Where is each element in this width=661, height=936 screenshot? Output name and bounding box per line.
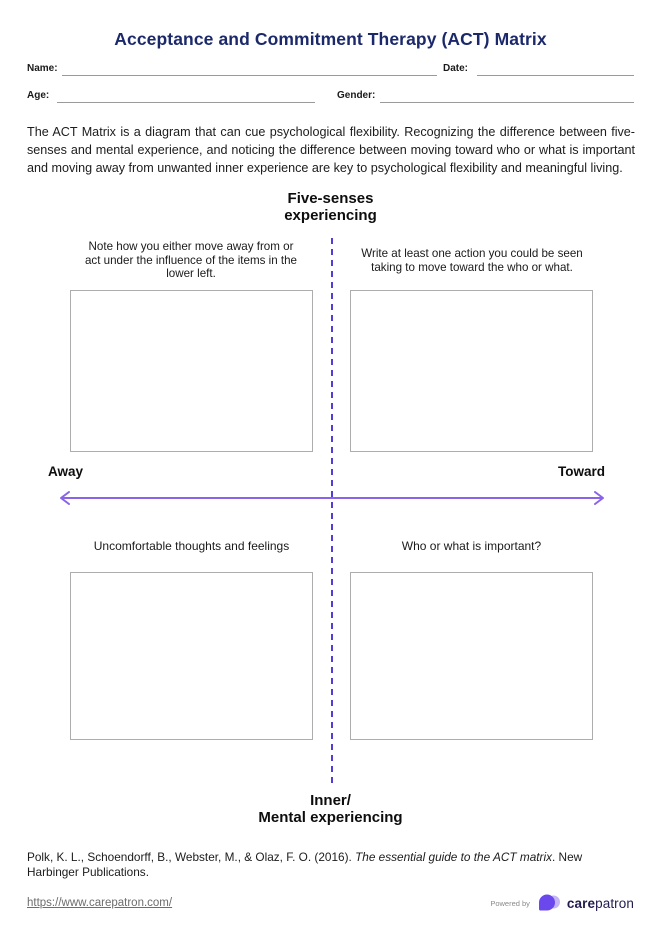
gender-field[interactable] [380, 89, 634, 103]
carepatron-link[interactable]: https://www.carepatron.com/ [27, 897, 173, 909]
upper-right-prompt-line2: taking to move toward the who or what. [371, 260, 573, 274]
away-label: Away [48, 464, 84, 479]
age-label: Age: [27, 90, 50, 101]
age-field[interactable] [57, 89, 315, 103]
carepatron-wordmark-light: patron [595, 896, 634, 911]
inner-mental-heading-line1: Inner/ [310, 792, 351, 809]
upper-right-response-box[interactable] [350, 290, 593, 452]
inner-mental-heading-line2: Mental experiencing [258, 808, 403, 826]
reference-italic-title: The essential guide to the ACT matrix [355, 850, 552, 864]
reference-before-italic: Polk, K. L., Schoendorff, B., Webster, M., & Olaz, F. O. (2016). [27, 850, 356, 864]
reference-after-italic: . New Harbinger Publications. [27, 850, 583, 879]
carepatron-logo-icon [537, 893, 562, 914]
inner-mental-heading [0, 793, 661, 826]
vertical-axis-dashed-line [331, 238, 333, 786]
name-label: Name: [27, 63, 58, 74]
powered-by-label: Powered by [490, 899, 530, 908]
gender-label: Gender: [337, 90, 376, 101]
name-field[interactable] [62, 62, 437, 76]
toward-label: Toward [558, 464, 605, 479]
reference-citation [27, 850, 635, 880]
intro-paragraph: The ACT Matrix is a diagram that can cue psychological flexibility. Recognizing the difference between five-senses and mental experience, and noticing the difference between moving toward who or what is important and moving away from unwanted inner experience are key to psychological flexibility and meaningful living. [27, 125, 635, 175]
five-senses-heading [0, 191, 661, 224]
five-senses-heading-line1: Five-senses [287, 190, 374, 207]
lower-right-prompt: Who or what is important? [401, 539, 542, 553]
upper-right-prompt [342, 247, 602, 274]
upper-left-prompt [61, 240, 321, 281]
five-senses-heading-line2: experiencing [284, 206, 377, 224]
horizontal-axis-arrow [52, 490, 612, 506]
upper-left-prompt-line2: act under the influence of the items in the [84, 253, 298, 267]
upper-left-prompt-line3: lower left. [166, 267, 216, 280]
lower-right-response-box[interactable] [350, 572, 593, 740]
carepatron-wordmark [567, 896, 634, 911]
page-title: Acceptance and Commitment Therapy (ACT) Matrix [114, 29, 547, 49]
date-field[interactable] [477, 62, 634, 76]
carepatron-wordmark-bold: care [566, 896, 596, 911]
powered-by-brand [490, 893, 634, 914]
upper-left-response-box[interactable] [70, 290, 313, 452]
date-label: Date: [443, 63, 469, 74]
lower-left-response-box[interactable] [70, 572, 313, 740]
upper-right-prompt-line1: Write at least one action you could be seen [361, 247, 583, 260]
lower-left-prompt: Uncomfortable thoughts and feelings [93, 539, 290, 553]
upper-left-prompt-line1: Note how you either move away from or [88, 240, 294, 253]
